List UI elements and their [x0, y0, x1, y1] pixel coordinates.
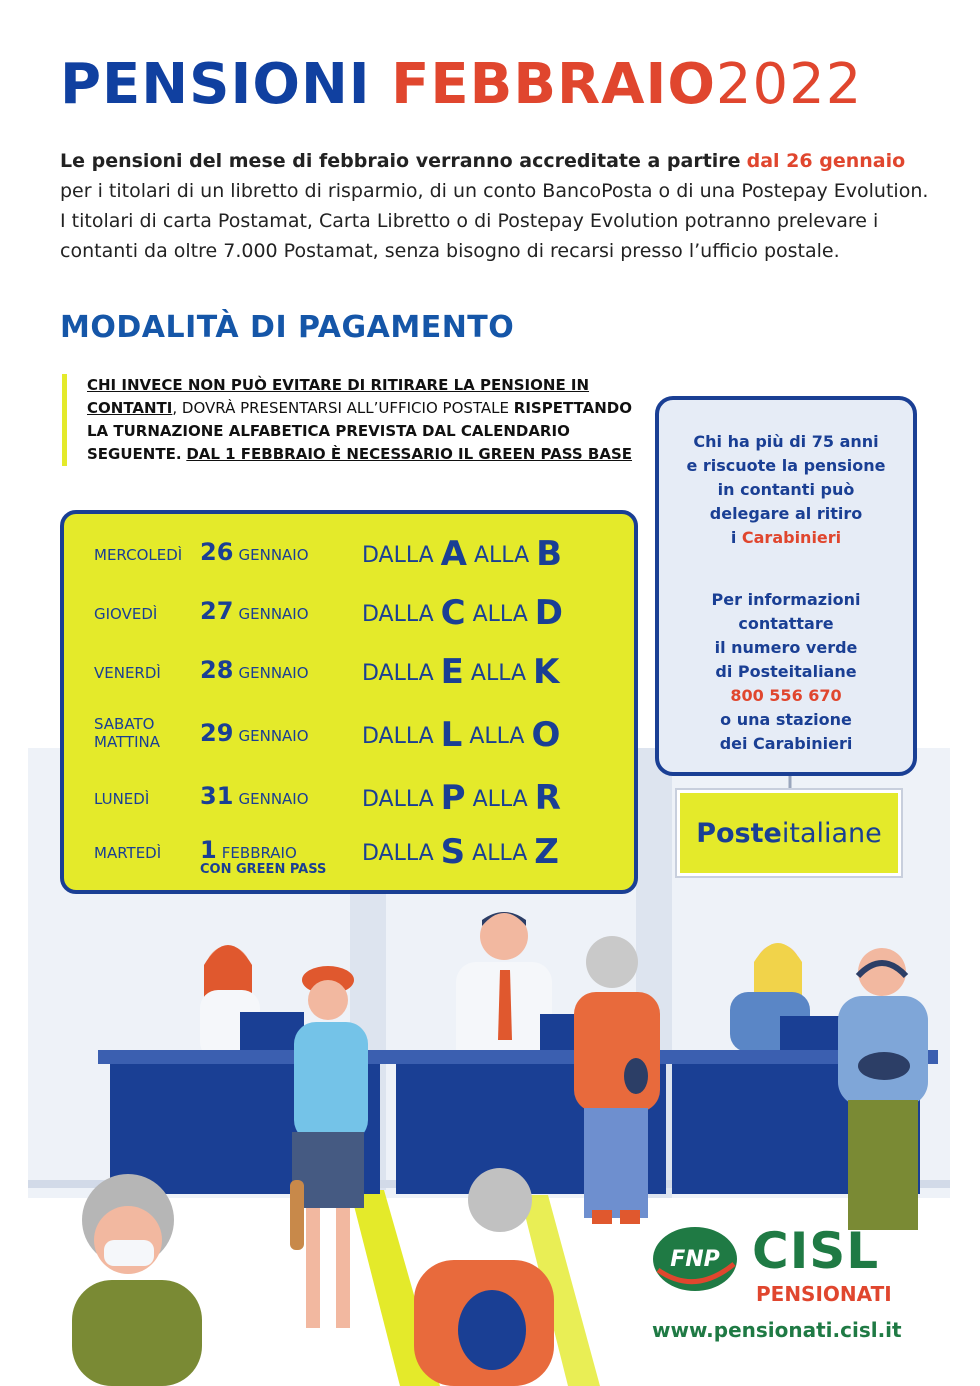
- notice-part-3: RISPETTANDO LA TURNAZIONE ALFABETICA PREVISTA DAL CALENDARIO SEGUENTE.: [87, 399, 632, 463]
- notice-part-1: CHI INVECE NON PUÒ EVITARE DI RITIRARE LA PENSIONE IN CONTANTI: [87, 376, 590, 417]
- intro-rest: per i titolari di un libretto di risparmio, di un conto BancoPosta o di una Postepay Evolution. I titolari di carta Postamat, Carta Libretto o di Postepay Evolution potranno prelevare i contanti da oltre 7.000 Postamat, senza bisogno di recarsi presso l’ufficio postale.: [60, 180, 929, 262]
- info-box: [655, 396, 917, 776]
- schedule-range: DALLA P ALLA R: [362, 778, 561, 818]
- intro-bold: Le pensioni del mese di febbraio verranno accreditate a partire: [60, 150, 741, 172]
- intro-date-highlight: dal 26 gennaio: [746, 150, 906, 172]
- schedule-range: DALLA S ALLA Z: [362, 832, 559, 872]
- schedule-row: [64, 593, 634, 633]
- contact-line: di Posteitaliane: [715, 662, 857, 681]
- schedule-day: LUNEDÌ: [94, 790, 150, 808]
- contact-line: il numero verde: [714, 638, 858, 657]
- schedule-row: [64, 832, 634, 877]
- schedule-date: 1 FEBBRAIO CON GREEN PASS: [200, 836, 327, 877]
- schedule-day: MARTEDÌ: [94, 844, 162, 862]
- pensionati-wordmark: PENSIONATI: [756, 1282, 892, 1306]
- schedule-day: GIOVEDÌ: [94, 605, 158, 623]
- poste-italiane-sign: Poste italiane: [677, 790, 901, 876]
- info-line: in contanti può: [717, 480, 855, 499]
- schedule-range: DALLA E ALLA K: [362, 652, 560, 692]
- info-line: Chi ha più di 75 anni: [693, 432, 879, 451]
- website-url[interactable]: www.pensionati.cisl.it: [652, 1318, 902, 1342]
- green-pass-note: CON GREEN PASS: [200, 862, 327, 877]
- schedule-range: DALLA C ALLA D: [362, 593, 563, 633]
- info-line: i Carabinieri: [730, 528, 842, 547]
- contact-line: Per informazioni: [711, 590, 861, 609]
- schedule-day: VENERDÌ: [94, 664, 161, 682]
- schedule-date: 26 GENNAIO: [200, 538, 309, 566]
- schedule-row: [64, 534, 634, 574]
- title-word-febbraio: FEBBRAIO: [391, 52, 716, 117]
- fnp-logo-icon: [652, 1226, 738, 1292]
- cisl-logo: [652, 1222, 912, 1352]
- cash-notice: [62, 374, 652, 466]
- contact-line: contattare: [738, 614, 834, 633]
- phone-number: 800 556 670: [730, 686, 842, 705]
- schedule-day: MERCOLEDÌ: [94, 546, 183, 564]
- schedule-row: [64, 713, 634, 753]
- contact-line: o una stazione: [720, 710, 852, 729]
- title-year: 2022: [715, 52, 863, 117]
- section-title: MODALITÀ DI PAGAMENTO: [60, 310, 515, 345]
- notice-part-4: DAL 1 FEBBRAIO È NECESSARIO IL GREEN PASS BASE: [186, 445, 633, 463]
- intro-paragraph: [60, 146, 930, 266]
- payment-schedule: [60, 510, 638, 894]
- title-word-pensioni: PENSIONI: [60, 52, 371, 117]
- schedule-date: 28 GENNAIO: [200, 656, 309, 684]
- contact-line: dei Carabinieri: [719, 734, 853, 753]
- info-line: delegare al ritiro: [709, 504, 863, 523]
- schedule-row: [64, 652, 634, 692]
- schedule-day: SABATO MATTINA: [94, 715, 161, 751]
- page-title: [60, 52, 862, 117]
- cisl-wordmark: CISL: [752, 1222, 880, 1280]
- schedule-range: DALLA L ALLA O: [362, 715, 561, 755]
- customer-woman-mask: [72, 1174, 202, 1386]
- schedule-date: 29 GENNAIO: [200, 719, 309, 747]
- schedule-row: [64, 778, 634, 818]
- schedule-range: DALLA A ALLA B: [362, 534, 563, 574]
- notice-part-2: , DOVRÀ PRESENTARSI ALL’UFFICIO POSTALE: [172, 399, 509, 417]
- fnp-text: FNP: [670, 1247, 720, 1272]
- schedule-date: 27 GENNAIO: [200, 597, 309, 625]
- info-line: e riscuote la pensione: [686, 456, 886, 475]
- schedule-date: 31 GENNAIO: [200, 782, 309, 810]
